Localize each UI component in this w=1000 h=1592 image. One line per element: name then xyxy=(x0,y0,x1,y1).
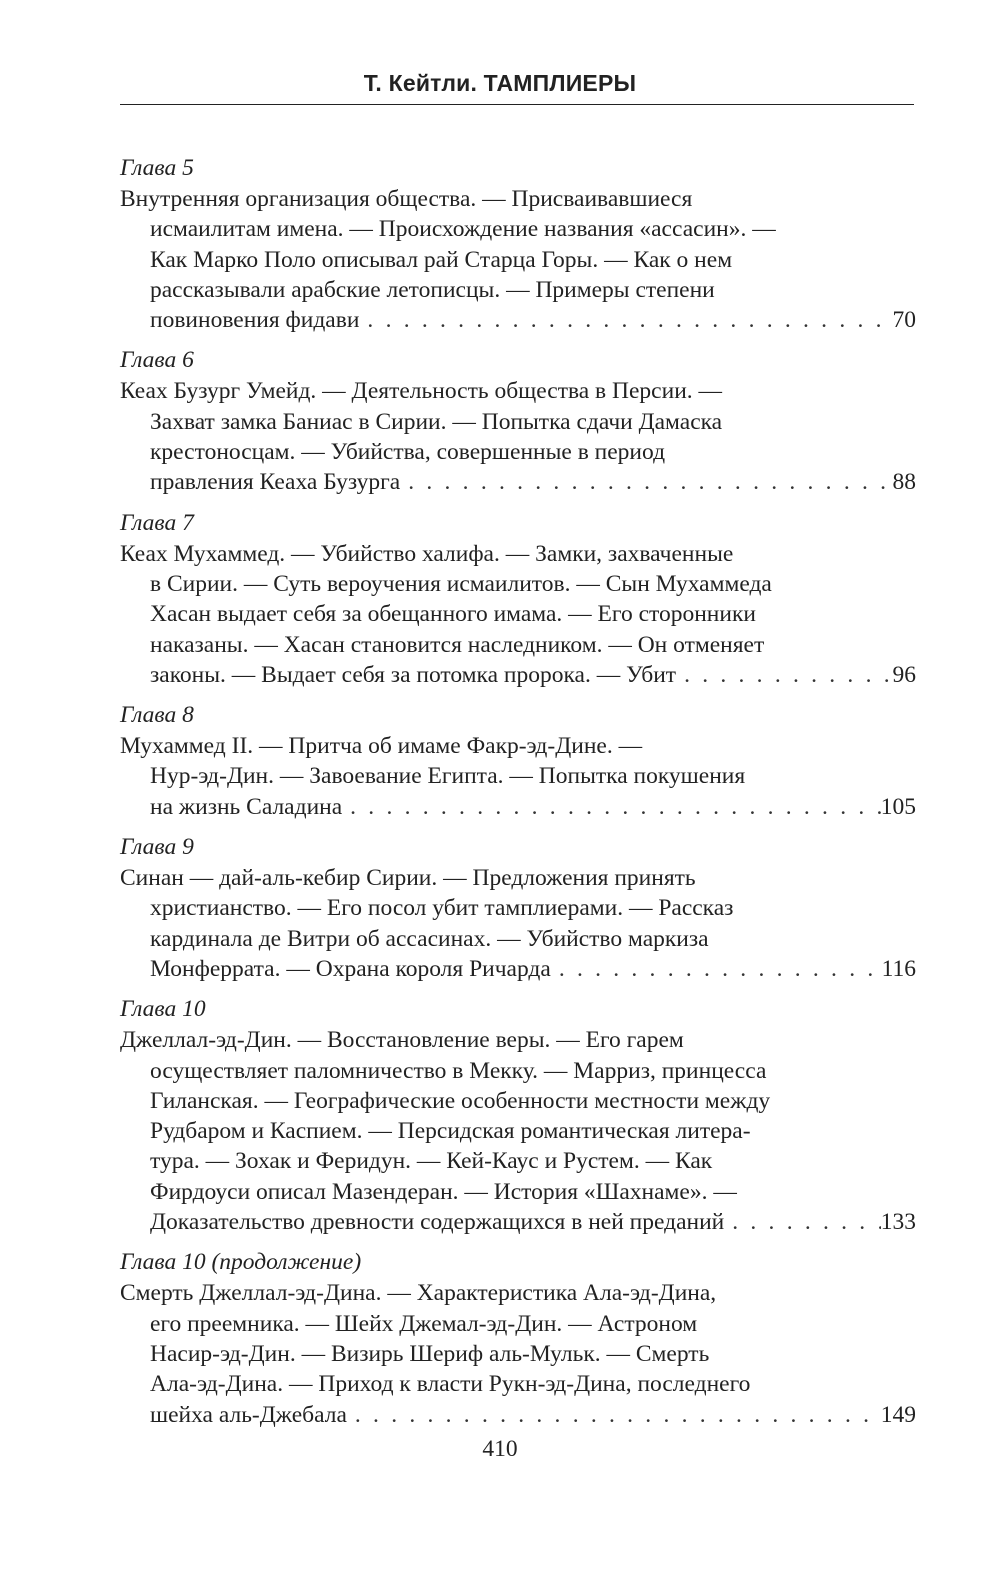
toc-description-line: Как Марко Поло описывал рай Старца Горы. — Как о нем xyxy=(150,246,733,273)
chapter-page-number: 96 xyxy=(892,661,916,688)
chapter-title: Глава 7 xyxy=(120,509,194,536)
toc-description-line: кардинала де Витри об ассасинах. — Убийство маркиза xyxy=(150,925,709,952)
toc-description-line: рассказывали арабские летописцы. — Примеры степени xyxy=(150,276,715,303)
chapter-title: Глава 10 (продолжение) xyxy=(120,1249,362,1276)
toc-description-line: тура. — Зохак и Феридун. — Кей-Каус и Рустем. — Как xyxy=(150,1148,713,1175)
toc-entry xyxy=(120,699,916,822)
toc-description-line: Рудбаром и Каспием. — Персидская романтическая литера- xyxy=(150,1118,751,1145)
toc-final-line xyxy=(120,660,916,690)
chapter-page-number: 133 xyxy=(880,1209,916,1236)
toc-description-line: Гиланская. — Географические особенности местности между xyxy=(150,1087,771,1114)
toc-entry xyxy=(120,344,916,497)
dot-leader xyxy=(347,1400,881,1430)
toc-description-line: Захват замка Баниас в Сирии. — Попытка сдачи Дамаска xyxy=(150,408,723,435)
toc-description-line: Нур-эд-Дин. — Завоевание Египта. — Попытка покушения xyxy=(150,763,746,790)
dot-leader xyxy=(342,792,881,822)
toc-entry xyxy=(120,1246,916,1429)
toc-final-line xyxy=(120,1400,916,1430)
toc-description-line: крестоносцам. — Убийства, совершенные в период xyxy=(150,439,666,466)
toc-description-line: Доказательство древности содержащихся в ней преданий xyxy=(150,1209,725,1236)
toc-description-line: исмаилитам имена. — Происхождение названия «ассасин». — xyxy=(150,216,776,243)
toc-description-line: Мухаммед II. — Притча об имаме Факр-эд-Дине. — xyxy=(120,733,643,760)
toc-description-line: на жизнь Саладина xyxy=(150,793,343,820)
toc-description-line: Внутренняя организация общества. — Присваивавшиеся xyxy=(120,186,693,212)
toc-final-line xyxy=(120,1207,916,1237)
dot-leader xyxy=(724,1207,881,1237)
toc-description-line: Кеах Бузург Умейд. — Деятельность общества в Персии. — xyxy=(120,378,723,405)
toc-entry xyxy=(120,507,916,690)
toc-description-line: в Сирии. — Суть вероучения исмаилитов. — Сын Мухаммеда xyxy=(150,570,772,597)
dot-leader xyxy=(676,660,892,690)
toc-description-line: Хасан выдает себя за обещанного имама. — Его сторонники xyxy=(150,601,756,628)
toc-description-line: Ала-эд-Дина. — Приход к власти Рукн-эд-Дина, последнего xyxy=(150,1371,751,1398)
chapter-title: Глава 9 xyxy=(120,834,194,861)
header-rule xyxy=(120,104,914,105)
running-title: Т. Кейтли. ТАМПЛИЕРЫ xyxy=(363,70,637,96)
toc-description-line: его преемника. — Шейх Джемал-эд-Дин. — Астроном xyxy=(150,1310,698,1337)
toc-description-line: Кеах Мухаммед. — Убийство халифа. — Замки, захваченные xyxy=(120,540,734,567)
toc-entry xyxy=(120,831,916,984)
toc-description-line: Смерть Джеллал-эд-Дина. — Характеристика Ала-эд-Дина, xyxy=(120,1280,717,1307)
dot-leader xyxy=(400,467,892,497)
table-of-contents xyxy=(120,152,916,1439)
toc-description-line: шейха аль-Джебала xyxy=(150,1401,347,1428)
toc-description-line: Насир-эд-Дин. — Визирь Шериф аль-Мульк. — Смерть xyxy=(150,1340,710,1367)
toc-final-line xyxy=(120,954,916,984)
chapter-page-number: 116 xyxy=(881,955,916,982)
chapter-title: Глава 10 xyxy=(120,996,206,1023)
toc-description-line: законы. — Выдает себя за потомка пророка. — Убит xyxy=(150,661,677,688)
chapter-title: Глава 6 xyxy=(120,347,194,374)
chapter-page-number: 105 xyxy=(880,793,916,820)
toc-description-line: христианство. — Его посол убит тамплиерами. — Рассказ xyxy=(150,895,734,922)
chapter-page-number: 88 xyxy=(892,469,916,496)
toc-final-line xyxy=(120,467,916,497)
dot-leader xyxy=(359,305,892,335)
chapter-page-number: 149 xyxy=(880,1401,916,1428)
chapter-title: Глава 5 xyxy=(120,155,194,181)
toc-description-line: Джеллал-эд-Дин. — Восстановление веры. — Его гарем xyxy=(120,1027,684,1054)
chapter-page-number: 70 xyxy=(892,307,916,334)
toc-description-line: осуществляет паломничество в Мекку. — Марриз, принцесса xyxy=(150,1057,767,1084)
dot-leader xyxy=(551,954,882,984)
toc-entry xyxy=(120,993,916,1237)
toc-description-line: Монферрата. — Охрана короля Ричарда xyxy=(150,955,551,982)
toc-description-line: повиновения фидави xyxy=(150,307,360,334)
toc-description-line: правления Кеаха Бузурга xyxy=(150,469,401,496)
toc-entry xyxy=(120,152,916,335)
toc-final-line xyxy=(120,792,916,822)
toc-description-line: Фирдоуси описал Мазендеран. — История «Шахнаме». — xyxy=(150,1178,737,1205)
toc-final-line xyxy=(120,305,916,335)
toc-description-line: Синан — дай-аль-кебир Сирии. — Предложения принять xyxy=(120,865,696,892)
toc-description-line: наказаны. — Хасан становится наследником. — Он отменяет xyxy=(150,631,765,658)
chapter-title: Глава 8 xyxy=(120,702,194,729)
page-number: 410 xyxy=(482,1436,518,1462)
